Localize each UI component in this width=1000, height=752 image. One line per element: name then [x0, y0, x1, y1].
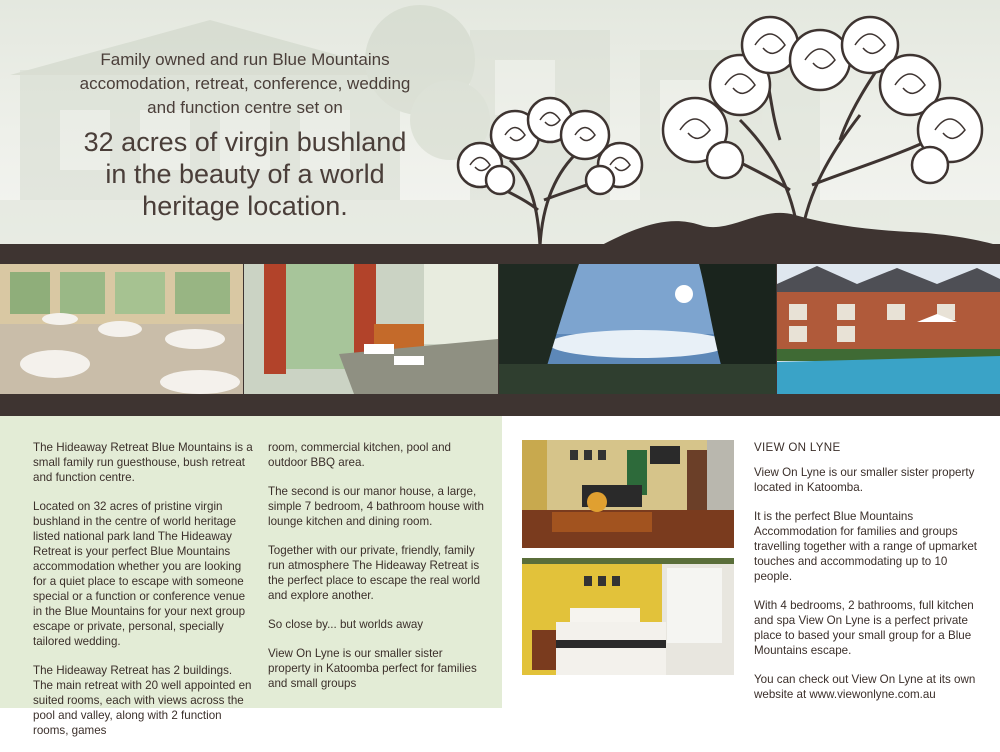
text-column-1	[33, 440, 255, 752]
divider-band	[0, 394, 1000, 416]
text-column-2	[268, 440, 488, 705]
paragraph: So close by... but worlds away	[268, 618, 424, 631]
paragraph: Located on 32 acres of pristine virgin bushland in the centre of world heritage listed national park land The Hideaway Retreat is your perfect Blue Mountains accommodation whether you are looking for a quiet place to escape with someone special or a function or conference venue in the Blue Mountains for your next group escape or private, personal, specially tailored wedding.	[33, 500, 246, 648]
paragraph: room, commercial kitchen, pool and outdoor BBQ area.	[268, 441, 452, 469]
hero-headline: 32 acres of virgin bushland	[83, 127, 407, 157]
pool-building-photo	[777, 264, 1000, 394]
lounge-dining-photo	[522, 440, 734, 548]
hero-text	[60, 48, 430, 222]
paragraph: The Hideaway Retreat Blue Mountains is a small family run guesthouse, bush retreat and function centre.	[33, 441, 253, 484]
paragraph: It is the perfect Blue Mountains Accommodation for families and groups travelling together with a range of upmarket touches and accommodating up to 10 people.	[754, 510, 977, 583]
hero-line: accomodation, retreat, conference, wedding	[79, 74, 411, 93]
dining-room-photo	[0, 264, 243, 394]
valley-mist-photo	[499, 264, 776, 394]
bedroom-photo	[244, 264, 498, 394]
hero-line: Family owned and run Blue Mountains	[100, 50, 390, 69]
divider-band	[0, 244, 1000, 264]
view-on-lyne-panel	[502, 416, 1000, 708]
paragraph: Together with our private, friendly, family run atmosphere The Hideaway Retreat is the perfect place to escape the real world and explore another.	[268, 544, 481, 602]
paragraph: With 4 bedrooms, 2 bathrooms, full kitchen and spa View On Lyne is a perfect private place to based your small group for a Blue Mountains escape.	[754, 599, 974, 657]
paragraph: The Hideaway Retreat has 2 buildings. The main retreat with 20 well appointed en suited rooms, each with views across the pool and valley, along with 2 function rooms, games	[33, 664, 252, 737]
hero-headline: heritage location.	[142, 191, 348, 221]
paragraph: View On Lyne is our smaller sister property located in Katoomba.	[754, 466, 975, 494]
hero-banner	[0, 0, 1000, 246]
paragraph: You can check out View On Lyne at its own website at www.viewonlyne.com.au	[754, 673, 976, 701]
decorative-trees-illustration	[440, 10, 1000, 246]
bedroom-photo-2	[522, 558, 734, 675]
paragraph: View On Lyne is our smaller sister property in Katoomba perfect for families and small groups	[268, 647, 477, 690]
photo-strip	[0, 264, 1000, 394]
section-heading: VIEW ON LYNE	[754, 441, 841, 454]
main-description-panel	[0, 416, 502, 737]
paragraph: The second is our manor house, a large, simple 7 bedroom, 4 bathroom house with lounge kitchen and dining room.	[268, 485, 484, 528]
hero-headline: in the beauty of a world	[105, 159, 385, 189]
hero-line: and function centre set on	[147, 98, 343, 117]
view-on-lyne-text	[754, 440, 980, 716]
